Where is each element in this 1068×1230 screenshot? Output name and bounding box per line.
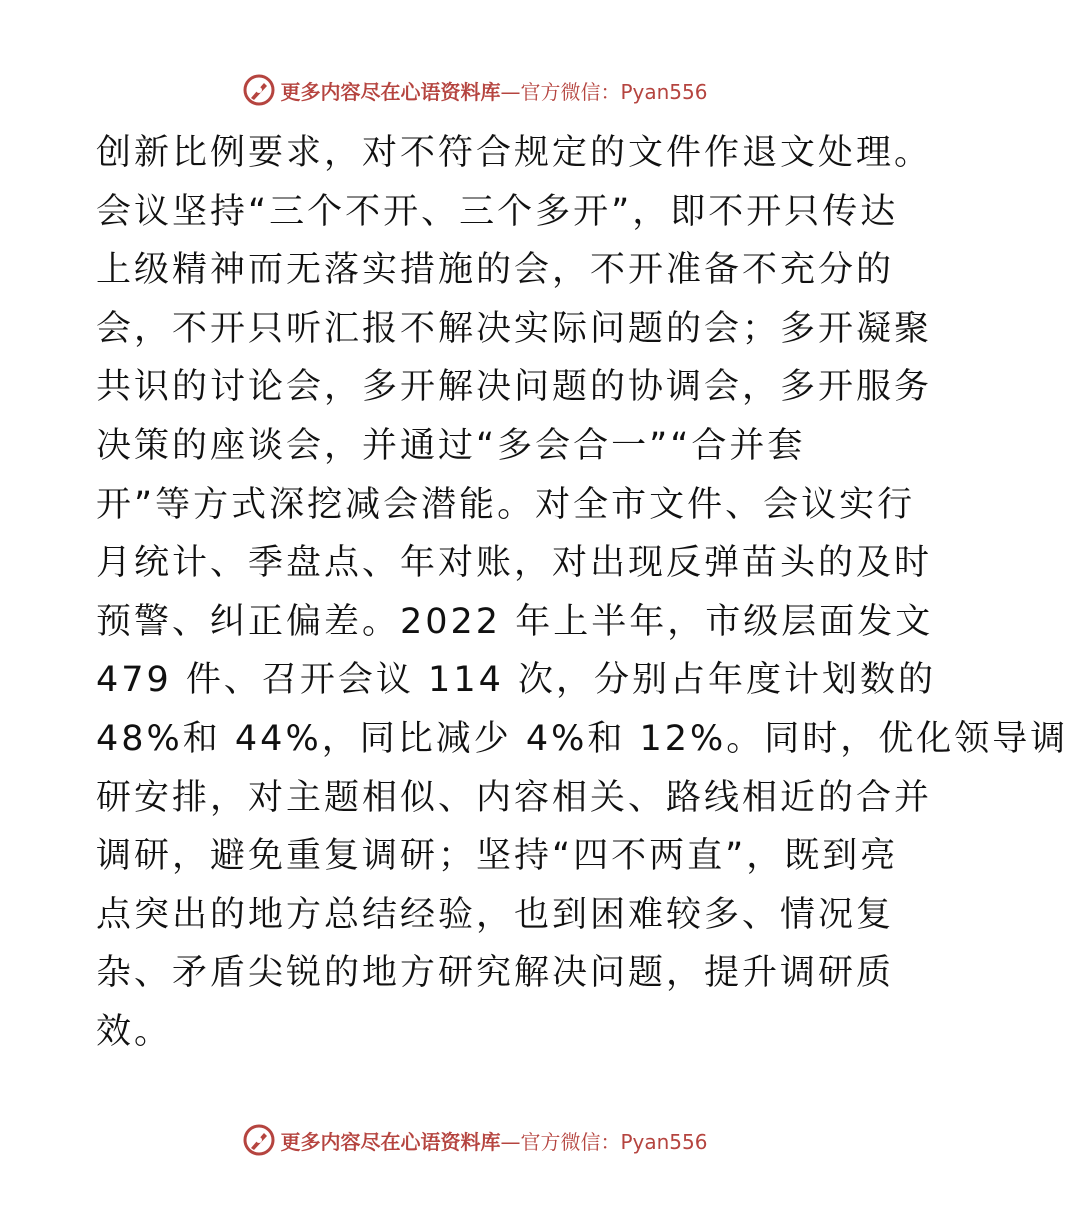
body-line: 效。 bbox=[96, 1011, 173, 1052]
body-line: 创新比例要求，对不符合规定的文件作退文处理。 bbox=[96, 133, 933, 173]
document-body bbox=[96, 124, 1068, 1062]
body-line: 共识的讨论会，多开解决问题的协调会，多开服务 bbox=[96, 367, 933, 408]
footer-brand-text: 更多内容尽在心语资料库 bbox=[280, 1129, 501, 1154]
footer-banner bbox=[0, 1120, 950, 1160]
body-line: 调研，避免重复调研；坚持“四不两直”，既到亮 bbox=[96, 836, 899, 877]
header-wechat-text: —官方微信：Pyan556 bbox=[500, 79, 708, 104]
body-line: 杂、矛盾尖锐的地方研究解决问题，提升调研质 bbox=[96, 953, 895, 994]
body-line: 会议坚持“三个不开、三个多开”，即不开只传达 bbox=[96, 191, 899, 232]
body-line: 上级精神而无落实措施的会，不开准备不充分的 bbox=[96, 250, 895, 291]
header-brand-text: 更多内容尽在心语资料库 bbox=[280, 79, 501, 104]
body-line: 点突出的地方总结经验，也到困难较多、情况复 bbox=[96, 894, 895, 935]
body-line: 决策的座谈会，并通过“多会合一”“合并套 bbox=[96, 425, 806, 466]
pen-circle-logo-icon bbox=[242, 73, 276, 107]
body-line: 预警、纠正偏差。2022 年上半年，市级层面发文 bbox=[96, 601, 934, 642]
body-line: 479 件、召开会议 114 次，分别占年度计划数的 bbox=[96, 660, 936, 701]
body-line: 月统计、季盘点、年对账，对出现反弹苗头的及时 bbox=[96, 543, 933, 584]
body-line: 研安排，对主题相似、内容相关、路线相近的合并 bbox=[96, 777, 933, 818]
body-line: 会，不开只听汇报不解决实际问题的会；多开凝聚 bbox=[96, 308, 933, 349]
pen-circle-logo-icon bbox=[242, 1123, 276, 1157]
body-line: 开”等方式深挖减会潜能。对全市文件、会议实行 bbox=[96, 484, 916, 525]
footer-wechat-text: —官方微信：Pyan556 bbox=[500, 1129, 708, 1154]
header-banner bbox=[0, 70, 950, 110]
body-line: 48%和 44%，同比减少 4%和 12%。同时，优化领导调 bbox=[96, 718, 1068, 759]
